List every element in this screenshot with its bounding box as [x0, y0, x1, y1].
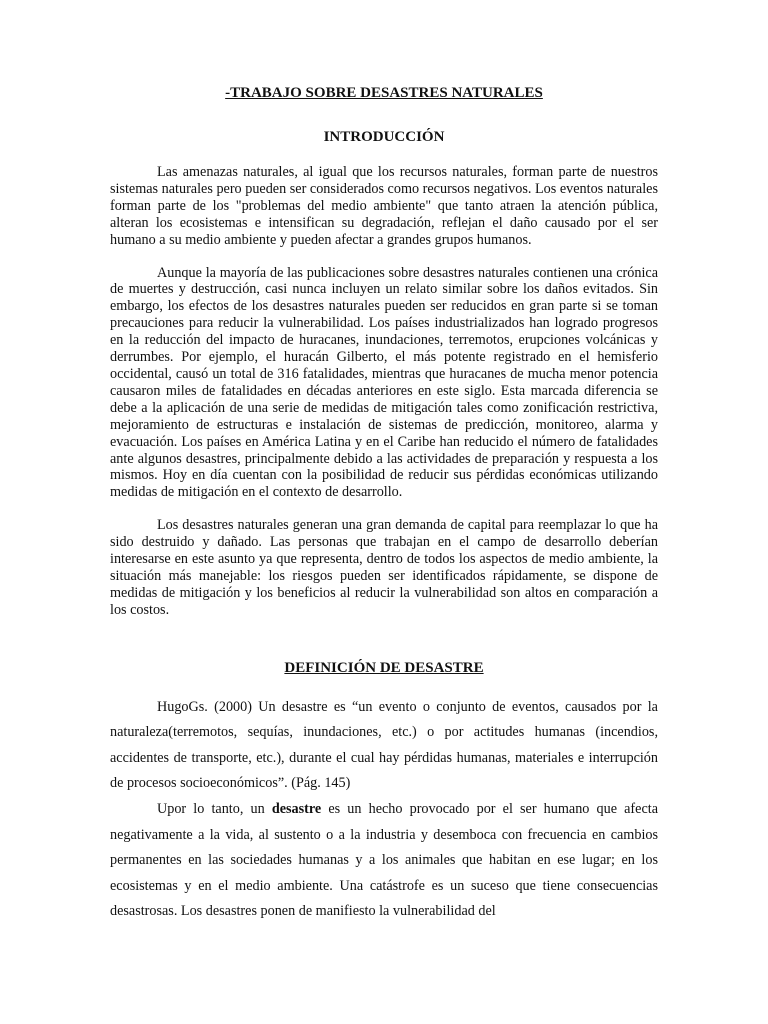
- intro-paragraph-3: Los desastres naturales generan una gran demanda de capital para reemplazar lo que ha sido destruido y dañado. Las personas que trabajan en el campo de desarrollo deberían interesarse en este asunto ya que representa, dentro de todos los aspectos de medio ambiente, la situación más manejable: los riesgos pueden ser identificados rápidamente, se dispone de medidas de mitigación y los beneficios al reducir la vulnerabilidad son altos en comparación a los costos.: [110, 517, 658, 618]
- section-spacer: [110, 635, 658, 659]
- intro-paragraph-2: Aunque la mayoría de las publicaciones sobre desastres naturales contienen una crónica de muertes y destrucción, casi nunca incluyen un relato similar sobre los daños evitados. Sin embargo, los efectos de los desastres naturales pueden ser reducidos en gran parte si se toman precauciones para reducir la vulnerabilidad. Los países industrializados han logrado progresos en la reducción del impacto de huracanes, inundaciones, terremotos, erupciones volcánicas y derrumbes. Por ejemplo, el huracán Gilberto, el más potente registrado en el hemisferio occidental, causó un total de 316 fatalidades, mientras que huracanes de mucha menor potencia causaron miles de fatalidades en décadas anteriores en este siglo. Esta marcada diferencia se debe a la aplicación de una serie de medidas de mitigación tales como zonificación restrictiva, mejoramiento de estructuras e instalación de sistemas de predicción, monitoreo, alarma y evacuación. Los países en América Latina y en el Caribe han reducido el número de fatalidades ante algunos desastres, principalmente debido a las actividades de preparación y respuesta a los mismos. Hoy en día cuentan con la posibilidad de reducir sus pérdidas económicas utilizando medidas de mitigación en el contexto de desarrollo.: [110, 264, 658, 501]
- document-title: -TRABAJO SOBRE DESASTRES NATURALES: [225, 85, 543, 101]
- definition-paragraph-2: [110, 797, 658, 925]
- definition-paragraph-2-prefix: Upor lo tanto, un: [157, 801, 272, 818]
- definition-section: [110, 695, 658, 925]
- intro-section: [110, 164, 658, 619]
- intro-paragraph-1: Las amenazas naturales, al igual que los recursos naturales, forman parte de nuestros sistemas naturales pero pueden ser considerados como recursos negativos. Los eventos naturales forman parte de los "problemas del medio ambiente" que tanto atraen la atención pública, alteran los ecosistemas e intensifican su degradación, reflejan el daño causado por el ser humano a su medio ambiente y pueden afectar a grandes grupos humanos.: [110, 164, 658, 248]
- definition-term-bold: desastre: [271, 801, 322, 818]
- definition-paragraph-2-suffix: es un hecho provocado por el ser humano que afecta negativamente a la vida, al sustento o a la industria y desemboca con frecuencia en cambios permanentes en las sociedades humanas y a los animales que habitan en ese lugar; en los ecosistemas y en el medio ambiente. Una catástrofe es un suceso que tiene consecuencias desastrosas. Los desastres ponen de manifiesto la vulnerabilidad del: [110, 801, 658, 920]
- intro-heading: INTRODUCCIÓN: [323, 129, 445, 145]
- definition-paragraph-1: HugoGs. (2000) Un desastre es “un evento o conjunto de eventos, causados por la naturaleza(terremotos, sequías, inundaciones, etc.) o por actitudes humanas (incendios, accidentes de transporte, etc.), durante el cual hay pérdidas humanas, materiales e interrupción de procesos socioeconómicos”. (Pág. 145): [110, 698, 658, 792]
- definition-heading: DEFINICIÓN DE DESASTRE: [284, 659, 484, 676]
